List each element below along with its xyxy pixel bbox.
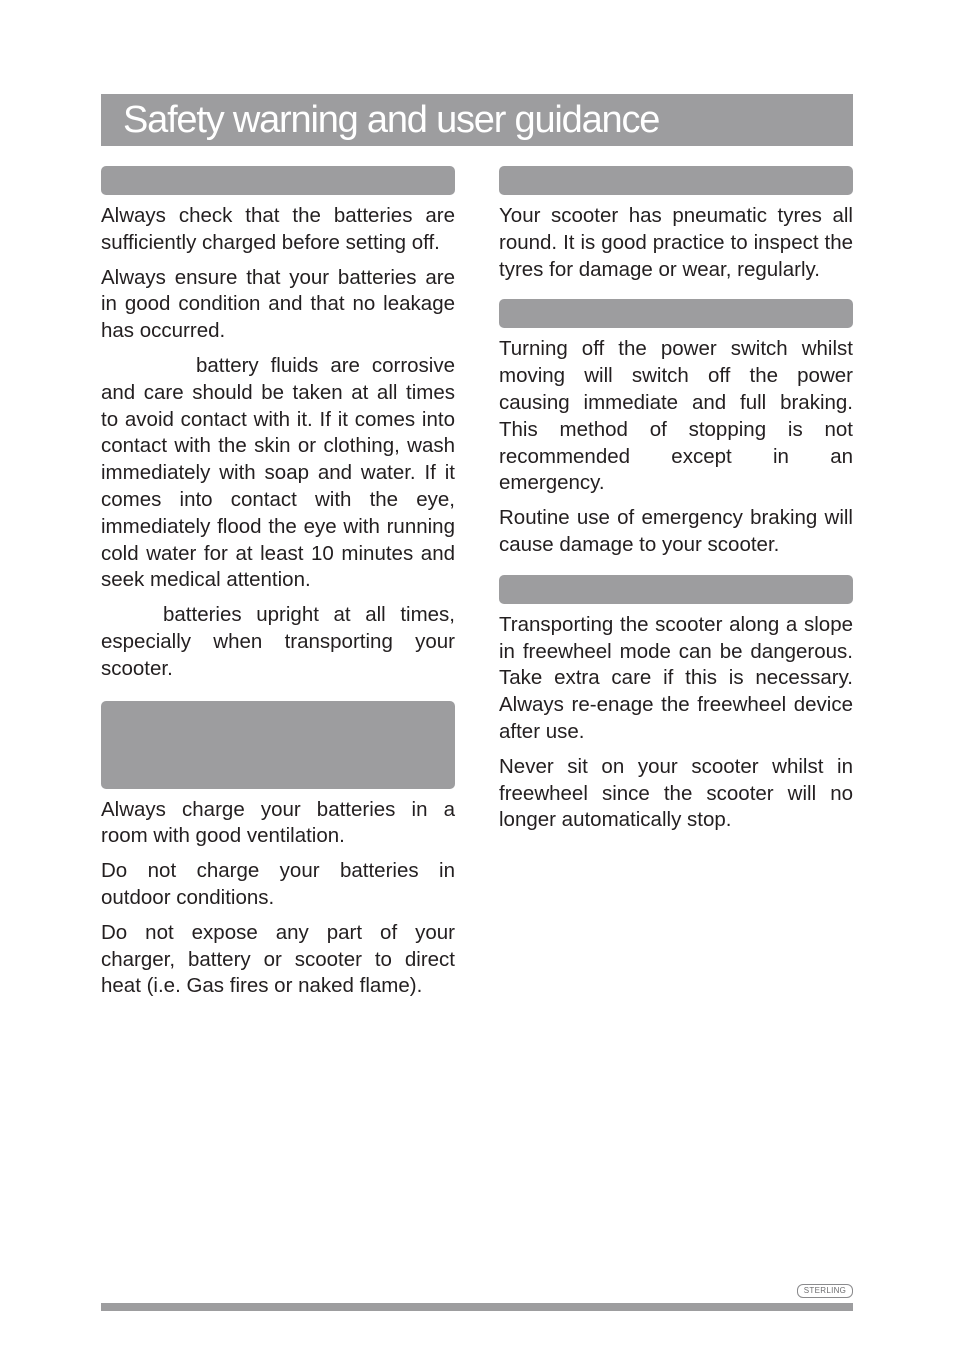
paragraph: Routine use of emergency braking will cause damage to your scooter. [499, 506, 853, 556]
paragraph: Always ensure that your batteries are in good condition and that no leakage has occurred. [101, 265, 455, 343]
section-header-bar-charging [101, 701, 455, 789]
paragraph: battery fluids are corrosive and care should be taken at all times to avoid contact with it. If it comes into contact with the skin or clothing, wash immediately with soap and water. If it comes into contact with the eye, immediately flood the eye with running cold water for at least 10 minutes and seek medical attention. [101, 353, 455, 592]
paragraph: Transporting the scooter along a slope in freewheel mode can be dangerous. Take extra care if this is necessary. Always re-enage the freewheel device after use. [499, 612, 853, 743]
right-column [499, 166, 853, 842]
paragraph: Always check that the batteries are sufficiently charged before setting off. [101, 204, 455, 254]
footer-divider [101, 1303, 853, 1311]
section-header-bar-freewheel [499, 575, 853, 604]
paragraph: Always charge your batteries in a room with good ventilation. [101, 797, 455, 848]
paragraph: Do not expose any part of your charger, battery or scooter to direct heat (i.e. Gas fires or naked flame). [101, 920, 455, 998]
paragraph: Do not charge your batteries in outdoor conditions. [101, 859, 455, 909]
paragraph: Turning off the power switch whilst moving will switch off the power causing immediate and full braking. This method of stopping is not recommended except in an emergency. [499, 337, 853, 495]
section-header-bar-tyres [499, 166, 853, 195]
left-column [101, 166, 455, 1008]
section-header-bar-emergency-braking [499, 299, 853, 328]
page-title-bar [101, 94, 853, 146]
section-header-bar-batteries [101, 166, 455, 195]
brand-logo: STERLING [797, 1284, 853, 1298]
page-title: Safety warning and user guidance [123, 99, 660, 141]
paragraph: Your scooter has pneumatic tyres all round. It is good practice to inspect the tyres for damage or wear, regularly. [499, 204, 853, 281]
paragraph: Never sit on your scooter whilst in freewheel since the scooter will no longer automatically stop. [499, 754, 853, 832]
paragraph: batteries upright at all times, especially when transporting your scooter. [101, 603, 455, 680]
